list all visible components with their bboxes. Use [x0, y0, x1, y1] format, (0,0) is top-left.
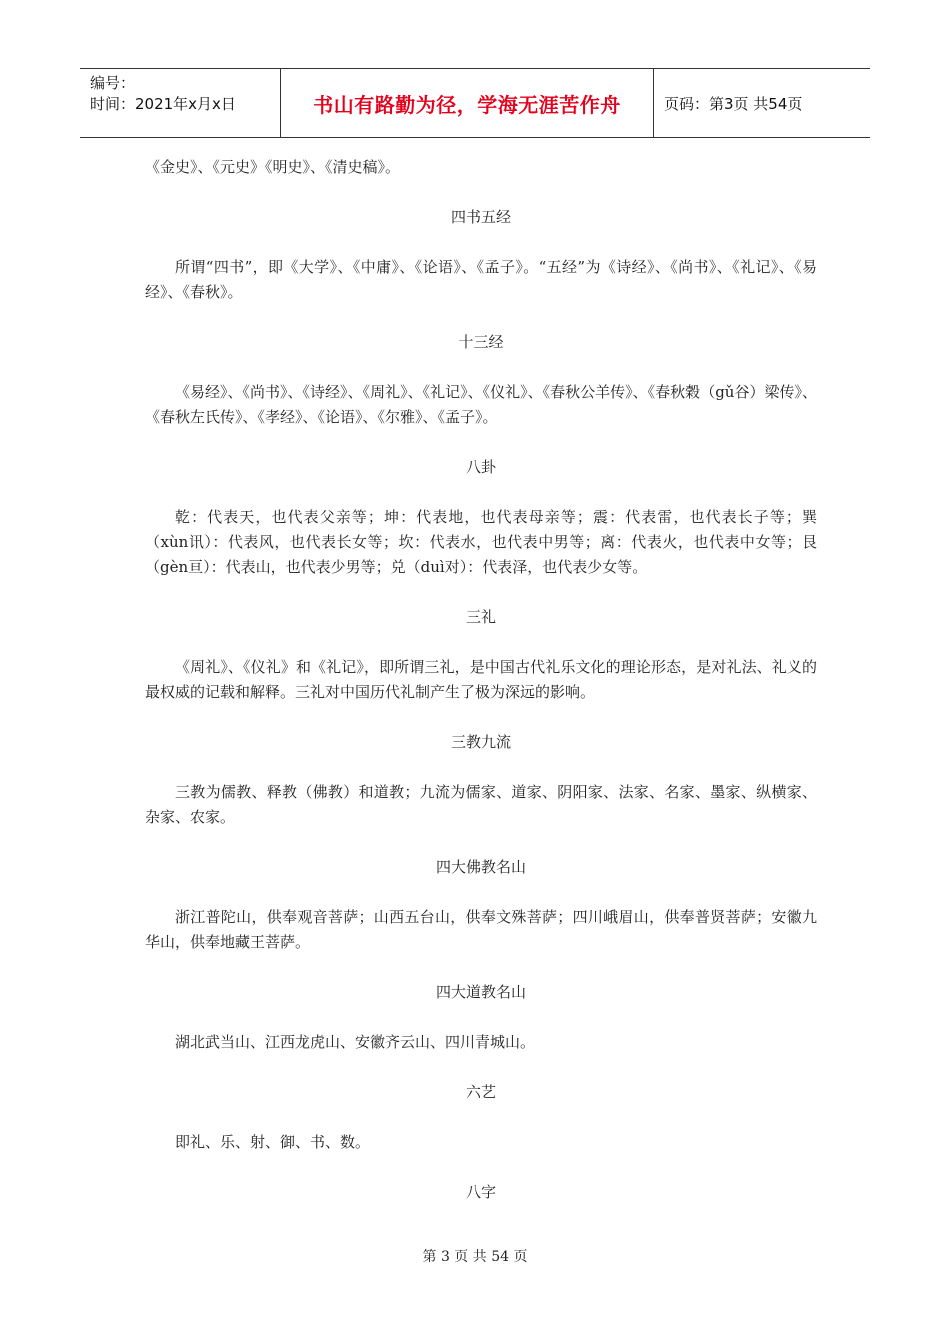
section-heading: 三教九流: [450, 733, 511, 751]
doc-number-label: 编号：: [90, 74, 136, 92]
paragraph-history-list: 《金史》、《元史》《明史》、《清史稿》。: [145, 158, 401, 176]
doc-time-label: 时间：2021年x月x日: [90, 95, 236, 113]
section-heading: 四大佛教名山: [435, 858, 526, 876]
header-meta-cell: [80, 69, 281, 137]
page-footer: 第 3 页 共 54 页: [422, 1249, 528, 1265]
paragraph: 浙江普陀山，供奉观音菩萨；山西五台山，供奉文殊菩萨；四川峨眉山，供奉普贤菩萨；安徽九华山，供奉地藏王菩萨。: [145, 908, 817, 951]
document-body: [145, 155, 817, 1230]
paragraph: 《易经》、《尚书》、《诗经》、《周礼》、《礼记》、《仪礼》、《春秋公羊传》、《春秋穀（gǔ谷）梁传》、《春秋左氏传》、《孝经》、《论语》、《尔雅》、《孟子》。: [145, 383, 817, 426]
paragraph: 乾：代表天，也代表父亲等；坤：代表地，也代表母亲等；震：代表雷，也代表长子等；巽（xùn讯）：代表风，也代表长女等；坎：代表水，也代表中男等；离：代表火，也代表中女等；艮（gèn亘）：代表山，也代表少男等；兑（duì对）：代表泽，也代表少女等。: [145, 508, 817, 576]
paragraph: 三教为儒教、释教（佛教）和道教；九流为儒家、道家、阴阳家、法家、名家、墨家、纵横家、杂家、农家。: [145, 783, 817, 826]
section-heading: 四大道教名山: [435, 983, 526, 1001]
header-page-info: 页码：第3页 共54页: [664, 94, 803, 113]
section-heading: 六艺: [465, 1083, 496, 1101]
paragraph: 《周礼》、《仪礼》和《礼记》，即所谓三礼，是中国古代礼乐文化的理论形态，是对礼法、礼义的最权威的记载和解释。三礼对中国历代礼制产生了极为深远的影响。: [145, 658, 817, 701]
section-heading: 四书五经: [450, 208, 511, 226]
section-heading: 十三经: [458, 333, 504, 351]
paragraph: 湖北武当山、江西龙虎山、安徽齐云山、四川青城山。: [175, 1033, 536, 1051]
section-heading: 八字: [465, 1183, 496, 1201]
paragraph: 即礼、乐、射、御、书、数。: [175, 1133, 371, 1151]
page-header: [80, 68, 870, 138]
header-motto: 书山有路勤为径，学海无涯苦作舟: [281, 69, 654, 137]
section-heading: 三礼: [465, 608, 496, 626]
section-heading: 八卦: [465, 458, 496, 476]
paragraph: 所谓“四书”，即《大学》、《中庸》、《论语》、《孟子》。“五经”为《诗经》、《尚书》、《礼记》、《易经》、《春秋》。: [145, 258, 817, 301]
